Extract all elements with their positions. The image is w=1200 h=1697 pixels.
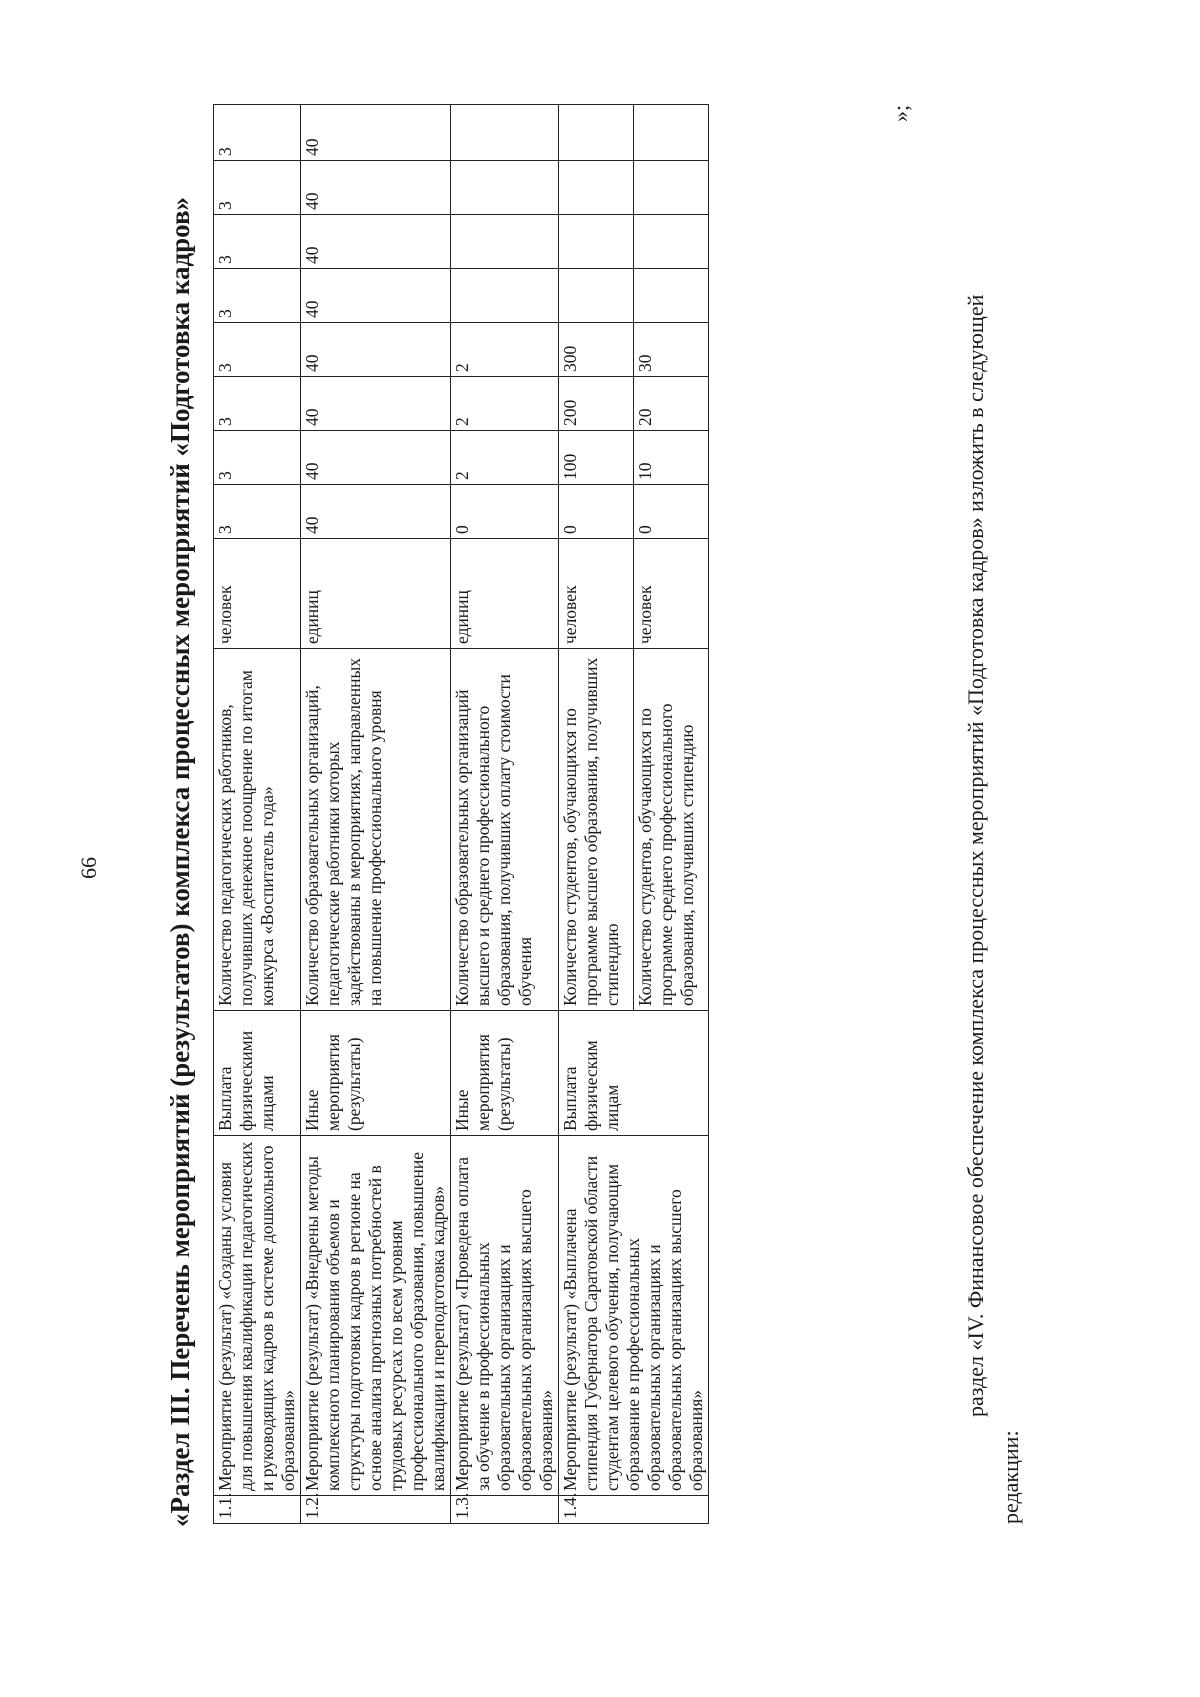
value-cell [559,161,634,215]
row-number: 1.3. [451,1496,559,1524]
value-cell: 2 [451,431,559,485]
value-cell: 3 [214,161,301,215]
page-number: 66 [76,857,101,879]
unit-cell: человек [214,539,301,649]
value-cell: 40 [301,269,451,323]
value-cell: 3 [214,431,301,485]
table-row [301,105,451,1524]
section-heading: «Раздел III. Перечень мероприятий (результатов) комплекса процессных мероприятий «Подготовка кадров» [165,196,195,1527]
indicator-text: Количество студентов, обучающихся по программе среднего профессионального образования, получивших стипендию [634,649,709,1011]
event-type: Иные мероприятия (результаты) [301,1011,451,1136]
event-text: Мероприятие (результат) «Проведена оплата за обучение в профессиональных образовательных организациях и образовательных организациях высшего образования» [451,1136,559,1496]
value-cell: 3 [214,215,301,269]
unit-cell: единиц [451,539,559,649]
value-cell [634,269,709,323]
value-cell [634,161,709,215]
unit-cell: единиц [301,539,451,649]
value-cell: 3 [214,269,301,323]
value-cell [559,105,634,161]
indicator-text: Количество образовательных организаций высшего и среднего профессионального образования, получивших оплату стоимости обучения [451,649,559,1011]
indicator-text: Количество студентов, обучающихся по программе высшего образования, получивших стипендию [559,649,634,1011]
event-type: Выплата физическим лицам [559,1011,709,1136]
table-row [214,105,301,1524]
value-cell: 0 [559,485,634,539]
unit-cell: человек [634,539,709,649]
value-cell: 10 [634,431,709,485]
value-cell: 20 [634,377,709,431]
table-row [451,105,559,1524]
value-cell [634,105,709,161]
value-cell: 3 [214,105,301,161]
value-cell [451,215,559,269]
value-cell [451,269,559,323]
value-cell: 100 [559,431,634,485]
value-cell: 0 [634,485,709,539]
value-cell: 40 [301,215,451,269]
indicator-text: Количество педагогических работников, получивших денежное поощрение по итогам конкурса «Воспитатель года» [214,649,301,1011]
event-text: Мероприятие (результат) «Внедрены методы комплексного планирования объемов и структуры подготовки кадров в регионе на основе анализа прогнозных потребностей в трудовых ресурсах по всем уровням профессионального образования, повышение квалификации и переподготовка кадров» [301,1136,451,1496]
value-cell: 40 [301,323,451,377]
value-cell: 2 [451,323,559,377]
value-cell: 200 [559,377,634,431]
value-cell: 3 [214,485,301,539]
value-cell: 40 [301,377,451,431]
value-cell: 40 [301,161,451,215]
value-cell: 40 [301,485,451,539]
value-cell [634,215,709,269]
events-table [213,104,709,1524]
event-text: Мероприятие (результат) «Созданы условия для повышения квалификации педагогических и руководящих кадров в системе дошкольного образования» [214,1136,301,1496]
table-row [559,105,634,1524]
unit-cell: человек [559,539,634,649]
paragraph-line-1: раздел «IV. Финансовое обеспечение комплекса процессных мероприятий «Подготовка кадров» изложить в следующей [963,294,988,1417]
value-cell: 40 [301,431,451,485]
value-cell: 3 [214,377,301,431]
row-number: 1.1. [214,1496,301,1524]
value-cell [559,215,634,269]
row-number: 1.2. [301,1496,451,1524]
value-cell: 300 [559,323,634,377]
value-cell: 3 [214,323,301,377]
value-cell [451,161,559,215]
paragraph-line-2: редакции: [998,1430,1023,1524]
row-number: 1.4. [559,1496,709,1524]
value-cell [451,105,559,161]
event-text: Мероприятие (результат) «Выплачена стипендия Губернатора Саратовской области студентам целевого обучения, получающим образование в профессиональных образовательных организациях и образовательных организациях высшего образования» [559,1136,709,1496]
value-cell [559,269,634,323]
value-cell: 2 [451,377,559,431]
value-cell: 30 [634,323,709,377]
indicator-text: Количество образовательных организаций, педагогические работники которых задействованы в мероприятиях, направленных на повышение профессионального уровня [301,649,451,1011]
event-type: Иные мероприятия (результаты) [451,1011,559,1136]
value-cell: 40 [301,105,451,161]
event-type: Выплата физическими лицами [214,1011,301,1136]
value-cell: 0 [451,485,559,539]
closing-quote: »; [888,104,913,122]
